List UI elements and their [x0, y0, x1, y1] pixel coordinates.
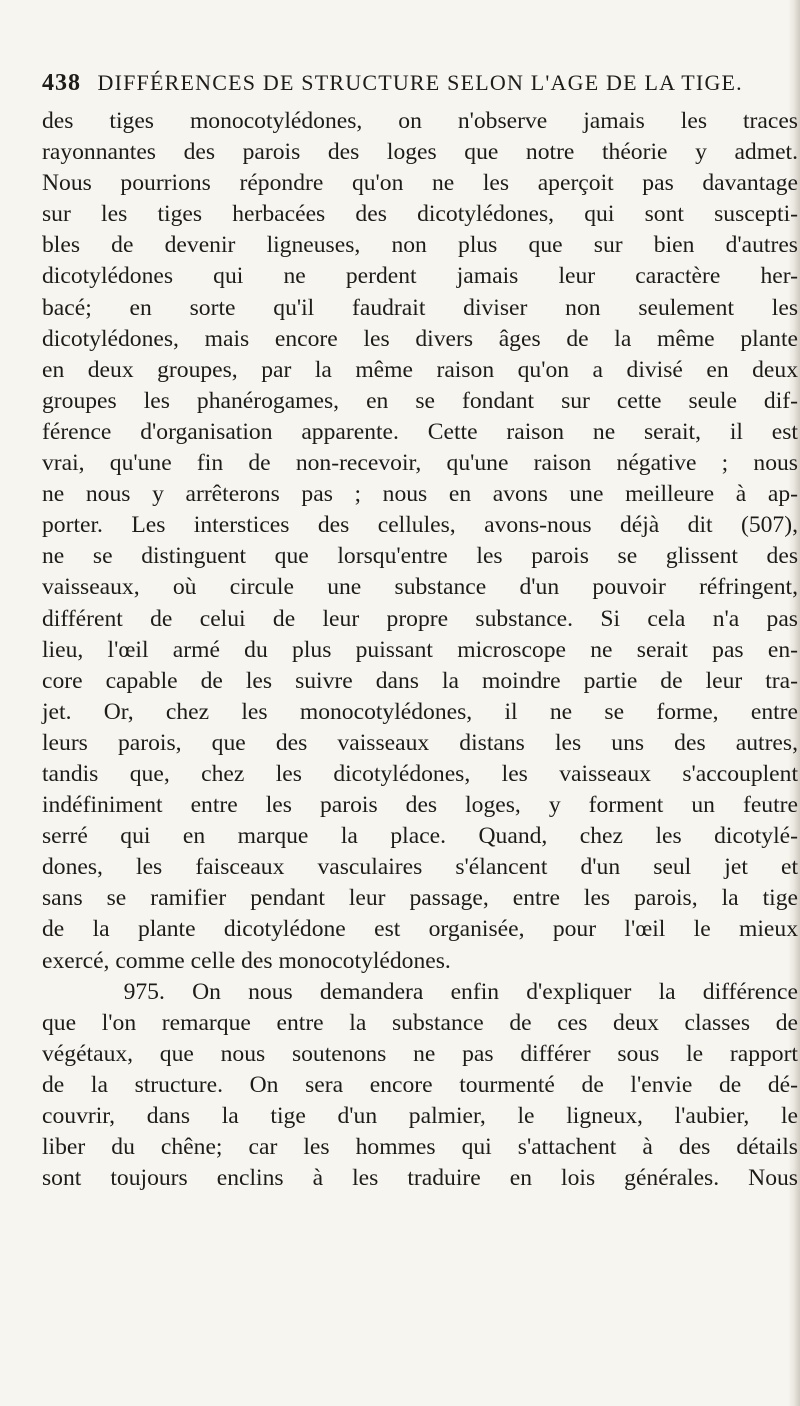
text-line: sur les tiges herbacées des dicotylédones, qui sont suscepti-	[42, 201, 798, 228]
text-line: liber du chêne; car les hommes qui s'attachent à des détails	[42, 1134, 798, 1161]
text-line: de la structure. On sera encore tourmenté de l'envie de dé-	[42, 1071, 798, 1098]
text-line: de la plante dicotylédone est organisée, pour l'œil le mieux	[42, 916, 798, 943]
text-line: couvrir, dans la tige d'un palmier, le ligneux, l'aubier, le	[42, 1103, 798, 1129]
text-line: différent de celui de leur propre substance. Si cela n'a pas	[42, 605, 798, 632]
text-line: végétaux, que nous soutenons ne pas différer sous le rapport	[42, 1040, 798, 1067]
text-line: que l'on remarque entre la substance de ces deux classes de	[42, 1009, 798, 1036]
body-text	[42, 106, 798, 1194]
text-line: ne nous y arrêterons pas ; nous en avons une meilleure à ap-	[42, 481, 798, 508]
text-line: porter. Les interstices des cellules, avons-nous déjà dit (507),	[42, 512, 798, 539]
text-line: lieu, l'œil armé du plus puissant microscope ne serait pas en-	[42, 636, 798, 663]
running-header	[42, 70, 762, 97]
text-line: rayonnantes des parois des loges que notre théorie y admet.	[42, 139, 798, 166]
text-line: dones, les faisceaux vasculaires s'élancent d'un seul jet et	[42, 854, 798, 881]
text-line: bles de devenir ligneuses, non plus que sur bien d'autres	[42, 232, 798, 259]
text-line: Nous pourrions répondre qu'on ne les aperçoit pas davantage	[42, 170, 798, 197]
text-line: sont toujours enclins à les traduire en lois générales. Nous	[42, 1165, 798, 1192]
text-line: tandis que, chez les dicotylédones, les vaisseaux s'accouplent	[42, 760, 798, 787]
text-line: en deux groupes, par la même raison qu'on a divisé en deux	[42, 356, 798, 383]
text-line: core capable de les suivre dans la moindre partie de leur tra-	[42, 667, 798, 694]
text-line: dicotylédones, mais encore les divers âges de la même plante	[42, 325, 798, 352]
text-line: ne se distinguent que lorsqu'entre les parois se glissent des	[42, 543, 798, 570]
text-line: indéfiniment entre les parois des loges, y forment un feutre	[42, 792, 798, 819]
text-line: jet. Or, chez les monocotylédones, il ne se forme, entre	[42, 698, 798, 725]
text-line: leurs parois, que des vaisseaux distans les uns des autres,	[42, 729, 798, 756]
text-line: vaisseaux, où circule une substance d'un pouvoir réfringent,	[42, 574, 798, 601]
text-line: 975. On nous demandera enfin d'expliquer la différence	[42, 978, 798, 1005]
running-title: DIFFÉRENCES DE STRUCTURE SELON L'AGE DE LA TIGE.	[97, 70, 743, 95]
text-line: dicotylédones qui ne perdent jamais leur caractère her-	[42, 263, 798, 290]
text-line: férence d'organisation apparente. Cette raison ne serait, il est	[42, 418, 798, 445]
text-line: bacé; en sorte qu'il faudrait diviser non seulement les	[42, 294, 798, 321]
text-line: serré qui en marque la place. Quand, chez les dicotylé-	[42, 823, 798, 850]
text-line: exercé, comme celle des monocotylédones.	[42, 947, 451, 974]
text-line: sans se ramifier pendant leur passage, entre les parois, la tige	[42, 885, 798, 912]
text-line: vrai, qu'une fin de non-recevoir, qu'une raison négative ; nous	[42, 450, 798, 477]
text-line: des tiges monocotylédones, on n'observe jamais les traces	[42, 108, 798, 134]
page-number: 438	[42, 70, 81, 96]
text-line: groupes les phanérogames, en se fondant sur cette seule dif-	[42, 387, 798, 414]
